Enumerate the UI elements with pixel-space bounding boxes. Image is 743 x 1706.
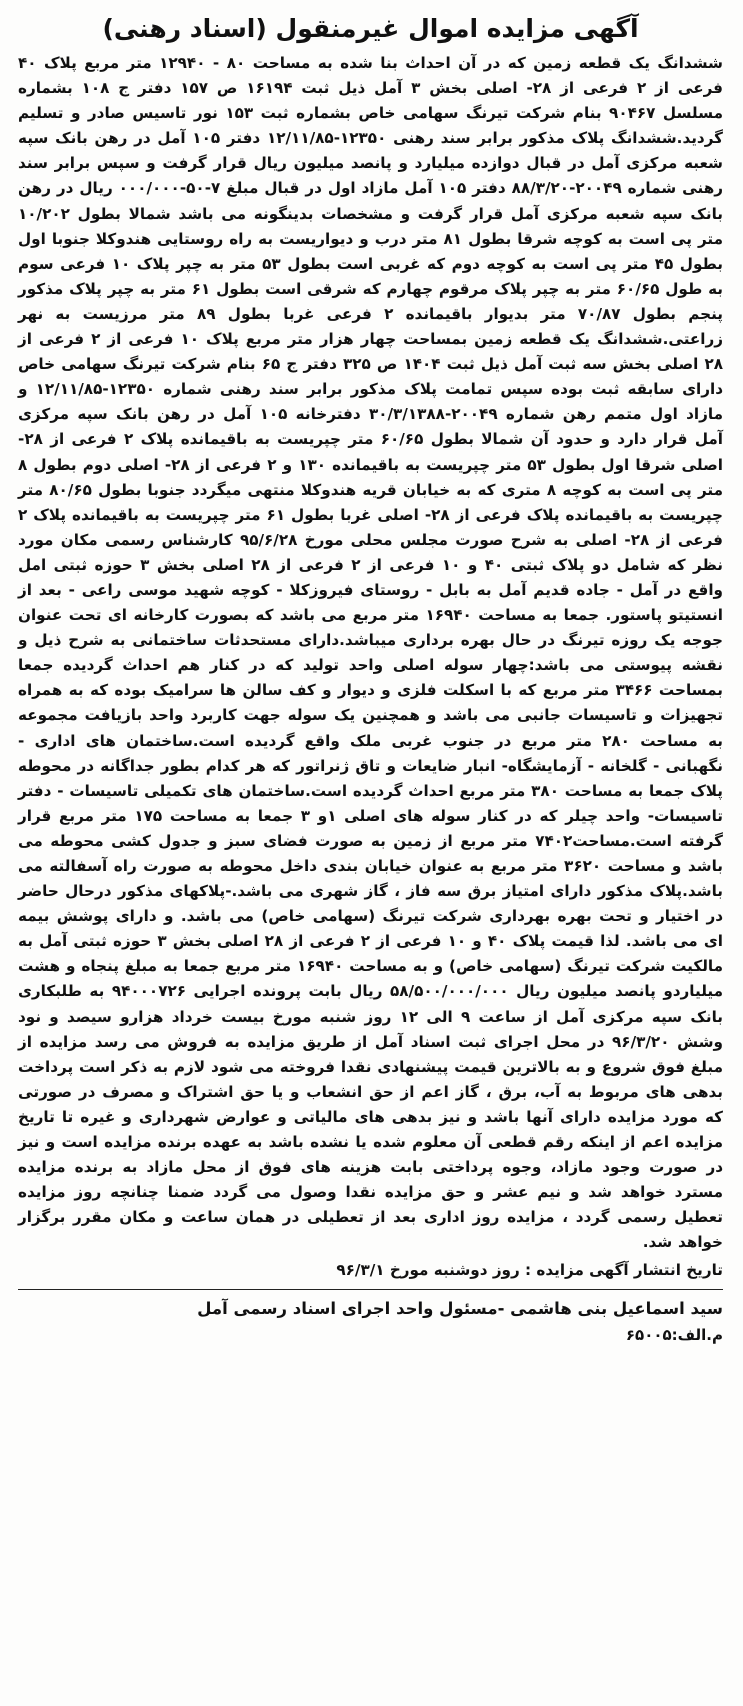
notice-title: آگهی مزایده اموال غیرمنقول (اسناد رهنی): [102, 14, 639, 43]
reference-code: م.الف:۶۵۰۰۵: [625, 1325, 723, 1344]
divider: [18, 1289, 723, 1290]
signature-line: سید اسماعیل بنی هاشمی -مسئول واحد اجرای اسناد رسمی آمل: [197, 1298, 723, 1318]
publication-date-line: تاریخ انتشار آگهی مزایده : روز دوشنبه مورخ ۹۶/۳/۱: [336, 1260, 723, 1279]
notice-body: ششدانگ یک قطعه زمین که در آن احداث بنا شده به مساحت ۸۰ - ۱۲۹۴۰ متر مربع پلاک ۴۰ فرعی از ۲ فرعی از ۲۸- اصلی بخش ۳ آمل ذیل ثبت ۱۶۱۹۴ ص ۱۵۷ دفتر ج ۱۰۸ بشماره مسلسل ۹۰۴۶۷ بنام شرکت تیرنگ سهامی خاص بشماره ثبت ۱۵۳ نور تاسیس صادر و تسلیم گردید.ششدانگ پلاک مذکور برابر سند رهنی ۱۲۳۵۰-۱۲/۱۱/۸۵ دفتر ۱۰۵ آمل در رهن بانک سپه شعبه مرکزی آمل در قبال دوازده میلیارد و پانصد میلیون ریال قرار گرفت و سپس برابر سند رهنی شماره ۲۰۰۴۹-۸۸/۳/۲۰ دفتر ۱۰۵ آمل مازاد اول در قبال مبلغ ۷-۵۰-۰۰۰/۰۰۰ ریال در رهن بانک سپه شعبه مرکزی آمل قرار گرفت و مشخصات بدینگونه می باشد شمالا بطول ۱۰/۲۰۲ متر پی است به کوچه شرقا بطول ۸۱ متر درب و دیواریست به راه روستایی هندوکلا جنوبا اول بطول ۴۵ متر پی است به کوچه دوم که غربی است بطول ۵۳ متر به چپر پلاک ۱۰ فرعی سوم به طول ۶۰/۶۵ متر به چپر پلاک مرقوم چهارم که شرقی است بطول ۶۱ متر به چپر پلاک مذکور پنجم بطول ۷۰/۸۷ متر بدیوار باقیمانده ۲ فرعی غربا بطول ۸۹ متر مرزیست به نهر زراعتی.ششدانگ یک قطعه زمین بمساحت چهار هزار متر مربع پلاک ۱۰ فرعی از ۲ فرعی از ۲۸ اصلی بخش سه ثبت آمل ذیل ثبت ۱۴۰۴ ص ۳۲۵ دفتر ج ۶۵ بنام شرکت تیرنگ سهامی خاص دارای سابقه ثبت بوده سپس تمامت پلاک مذکور برابر سند رهنی شماره ۱۲۳۵۰-۱۲/۱۱/۸۵ و مازاد اول متمم رهن شماره ۲۰۰۴۹-۳۰/۳/۱۳۸۸ دفترخانه ۱۰۵ آمل در رهن بانک سپه مرکزی آمل قرار دارد و حدود آن شمالا بطول ۶۰/۶۵ متر چپریست به باقیمانده پلاک ۲ فرعی از ۲۸- اصلی شرقا اول بطول ۵۳ متر چپریست به باقیمانده ۱۳۰ و ۲ فرعی از ۲۸- اصلی دوم بطول ۸ متر پی است به کوچه ۸ متری که به خیابان قریه هندوکلا منتهی میگردد جنوبا بطول ۸۰/۶۵ متر چپریست به باقیمانده پلاک فرعی از ۲۸- اصلی غربا بطول ۶۱ متر چپریست به باقیمانده پلاک ۲ فرعی از ۲۸- اصلی به شرح صورت مجلس محلی مورخ ۹۵/۶/۲۸ کارشناس رسمی مکان مورد نظر که شامل دو پلاک ثبتی ۴۰ و ۱۰ فرعی از ۲ فرعی از ۲۸ اصلی بخش ۳ حوزه ثبتی امل واقع در آمل - جاده قدیم آمل به بابل - روستای فیروزکلا - کوچه شهید موسی راعی - بعد از انستیتو پاستور. جمعا به مساحت ۱۶۹۴۰ متر مربع می باشد که بصورت کارخانه ای تحت عنوان جوجه یک روزه تیرنگ در حال بهره برداری میباشد.دارای مستحدثات ساختمانی به شرح ذیل و نقشه پیوستی می باشد:چهار سوله اصلی واحد تولید که در کنار هم احداث گردیده جمعا بمساحت ۳۴۶۶ متر مربع که با اسکلت فلزی و دیوار و کف سالن ها سرامیک بوده که به همراه تجهیزات و تاسیسات جانبی می باشد و همچنین یک سوله جهت کاربرد واحد بازیافت مجموعه به مساحت ۲۸۰ متر مربع در جنوب غربی ملک واقع گردیده است.ساختمان های اداری - نگهبانی - گلخانه - آزمایشگاه- انبار ضایعات و تاق ژنراتور که هر کدام بطور جداگانه در محوطه پلاک جمعا به مساحت ۳۸۰ متر مربع احداث گردیده است.ساختمان های تکمیلی تاسیسات - دفتر تاسیسات- واحد چیلر که در کنار سوله های اصلی ۱و ۳ جمعا به مساحت ۱۷۵ متر مربع قرار گرفته است.مساحت۷۴۰۲ متر مربع از زمین به صورت فضای سبز و جدول کشی محوطه می باشد و مساحت ۳۶۲۰ متر مربع به عنوان خیابان بندی داخل محوطه به صورت راه آسفالته می باشد.پلاک مذکور دارای امتیاز برق سه فاز ، گاز شهری می باشد.-پلاکهای مذکور درحال حاضر در اختیار و تحت بهره بهرداری شرکت تیرنگ (سهامی خاص) می باشد. و دارای پوشش بیمه ای می باشد. لذا قیمت پلاک ۴۰ و ۱۰ فرعی از ۲ فرعی از ۲۸ اصلی بخش ۳ حوزه ثبتی آمل به مالکیت شرکت تیرنگ (سهامی خاص) و به مساحت ۱۶۹۴۰ متر مربع جمعا به مبلغ پنجاه و هشت میلیاردو پانصد میلیون ریال ۵۸/۵۰۰/۰۰۰/۰۰۰ ریال بابت پرونده اجرایی ۹۴۰۰۰۷۲۶ به طلبکاری بانک سپه مرکزی آمل از ساعت ۹ الی ۱۲ روز شنبه مورخ بیست خرداد هزارو سیصد و نود وشش ۹۶/۳/۲۰ در محل اجرای ثبت اسناد آمل از طریق مزایده به فروش می رسد مزایده از مبلغ فوق شروع و به بالاترین قیمت پیشنهادی نقدا فروخته می شود لازم به ذکر است پرداخت بدهی های مربوط به آب، برق ، گاز اعم از حق انشعاب و یا حق اشتراک و مصرف در صورتی که مورد مزایده دارای آنها باشد و نیز بدهی های مالیاتی و عوارض شهرداری و غیره تا تاریخ مزایده اعم از اینکه رقم قطعی آن معلوم شده یا نشده باشد به عهده برنده مزایده است و نیز در صورت وجود مازاد، وجوه پرداختی بابت هزینه های فوق از محل مازاد به برنده مزایده مسترد خواهد شد و نیم عشر و حق مزایده نقدا وصول می گردد ضمنا چنانچه روز مزایده تعطیل رسمی گردد ، مزایده روز اداری بعد از تعطیلی در همان ساعت و مکان مقرر برگزار خواهد شد.: [18, 54, 724, 1252]
